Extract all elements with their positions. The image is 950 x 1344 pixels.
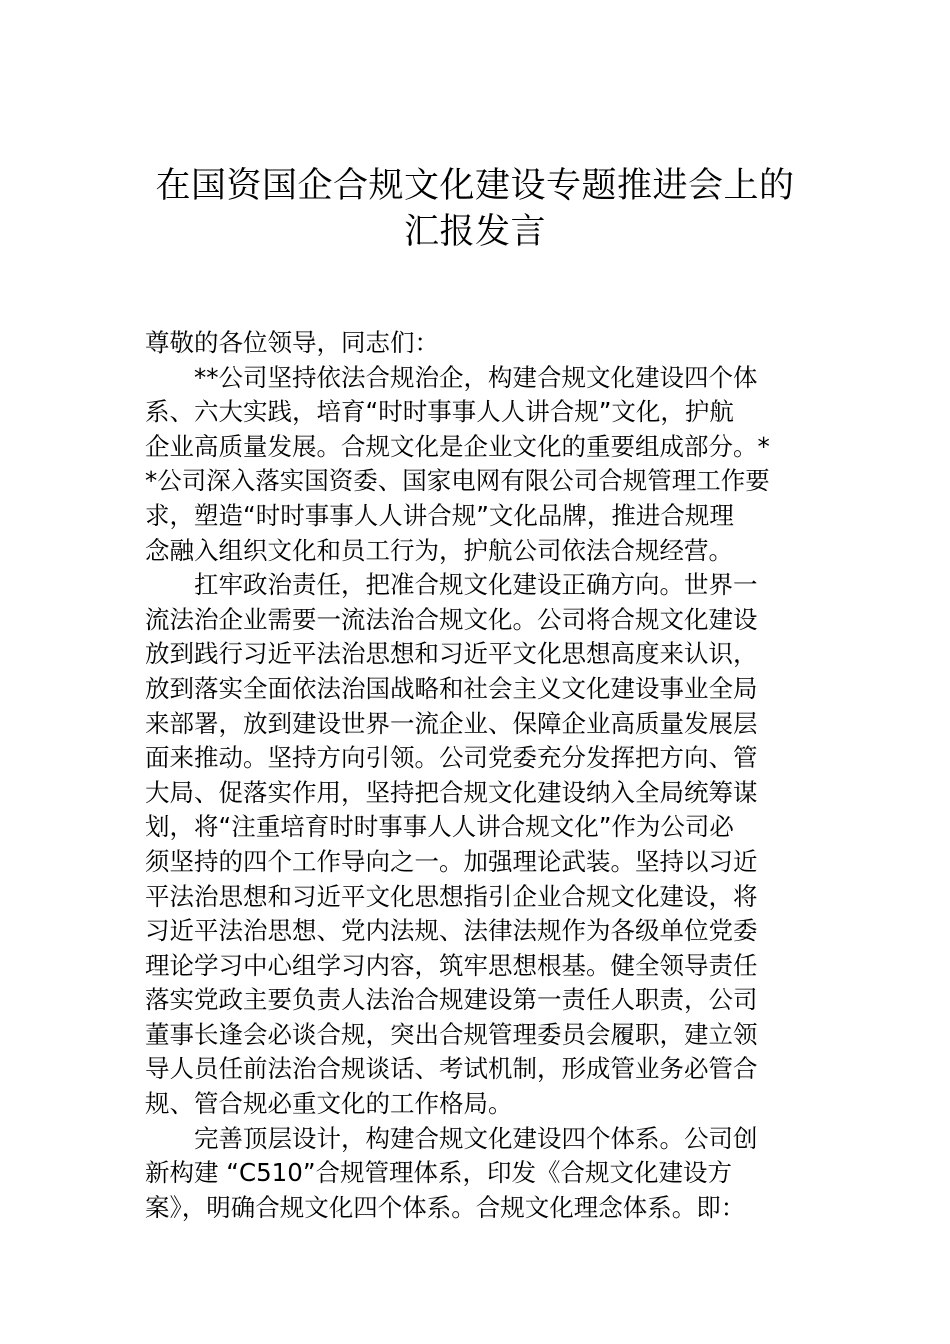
paragraph-2-line: 来部署，放到建设世界一流企业、保障企业高质量发展层 <box>145 708 758 738</box>
paragraph-3-line: 新构建 “C510”合规管理体系，印发《合规文化建设方 <box>145 1158 733 1188</box>
paragraph-2-line: 划，将“注重培育时时事事人人讲合规文化”作为公司必 <box>145 812 734 842</box>
paragraph-2-line: 导人员任前法治合规谈话、考试机制，形成管业务必管合 <box>145 1054 758 1084</box>
paragraph-2-line: 扛牢政治责任，把准合规文化建设正确方向。世界一 <box>194 570 758 600</box>
paragraph-2-line: 平法治思想和习近平文化思想指引企业合规文化建设，将 <box>145 881 758 911</box>
document-body <box>145 326 810 1225</box>
paragraph-3-line: 案》，明确合规文化四个体系。合规文化理念体系。即： <box>145 1192 746 1222</box>
paragraph-2-line: 放到落实全面依法治国战略和社会主义文化建设事业全局 <box>145 673 758 703</box>
paragraph-2-line: 面来推动。坚持方向引领。公司党委充分发挥把方向、管 <box>145 743 758 773</box>
salutation: 尊敬的各位领导，同志们： <box>145 328 439 357</box>
paragraph-1-line: 企业高质量发展。合规文化是企业文化的重要组成部分。* <box>145 431 770 461</box>
paragraph-1-line: *公司深入落实国资委、国家电网有限公司合规管理工作要 <box>145 466 770 496</box>
paragraph-2-line: 习近平法治思想、党内法规、法律法规作为各级单位党委 <box>145 916 758 946</box>
document-title-line-2: 汇报发言 <box>403 212 546 252</box>
paragraph-2-line: 落实党政主要负责人法治合规建设第一责任人职责，公司 <box>145 985 758 1015</box>
paragraph-1-line: 系、六大实践，培育“时时事事人人讲合规”文化，护航 <box>145 397 734 427</box>
paragraph-3-line: 完善顶层设计，构建合规文化建设四个体系。公司创 <box>194 1123 758 1153</box>
paragraph-2-line: 大局、促落实作用，坚持把合规文化建设纳入全局统筹谋 <box>145 777 758 807</box>
paragraph-1-line: 求，塑造“时时事事人人讲合规”文化品牌，推进合规理 <box>145 500 734 530</box>
document-title-line-1: 在国资国企合规文化建设专题推进会上的 <box>155 166 795 206</box>
paragraph-2-line: 流法治企业需要一流法治合规文化。公司将合规文化建设 <box>145 604 758 634</box>
paragraph-2-line: 董事长逢会必谈合规，突出合规管理委员会履职，建立领 <box>145 1019 758 1049</box>
paragraph-2-line: 规、管合规必重文化的工作格局。 <box>145 1089 513 1119</box>
paragraph-2-line: 理论学习中心组学习内容，筑牢思想根基。健全领导责任 <box>145 950 758 980</box>
paragraph-1-line: 念融入组织文化和员工行为，护航公司依法合规经营。 <box>145 535 733 565</box>
paragraph-2-line: 须坚持的四个工作导向之一。加强理论武装。坚持以习近 <box>145 846 758 876</box>
paragraph-1-line: **公司坚持依法合规治企，构建合规文化建设四个体 <box>194 362 758 392</box>
paragraph-2-line: 放到践行习近平法治思想和习近平文化思想高度来认识， <box>145 639 758 669</box>
